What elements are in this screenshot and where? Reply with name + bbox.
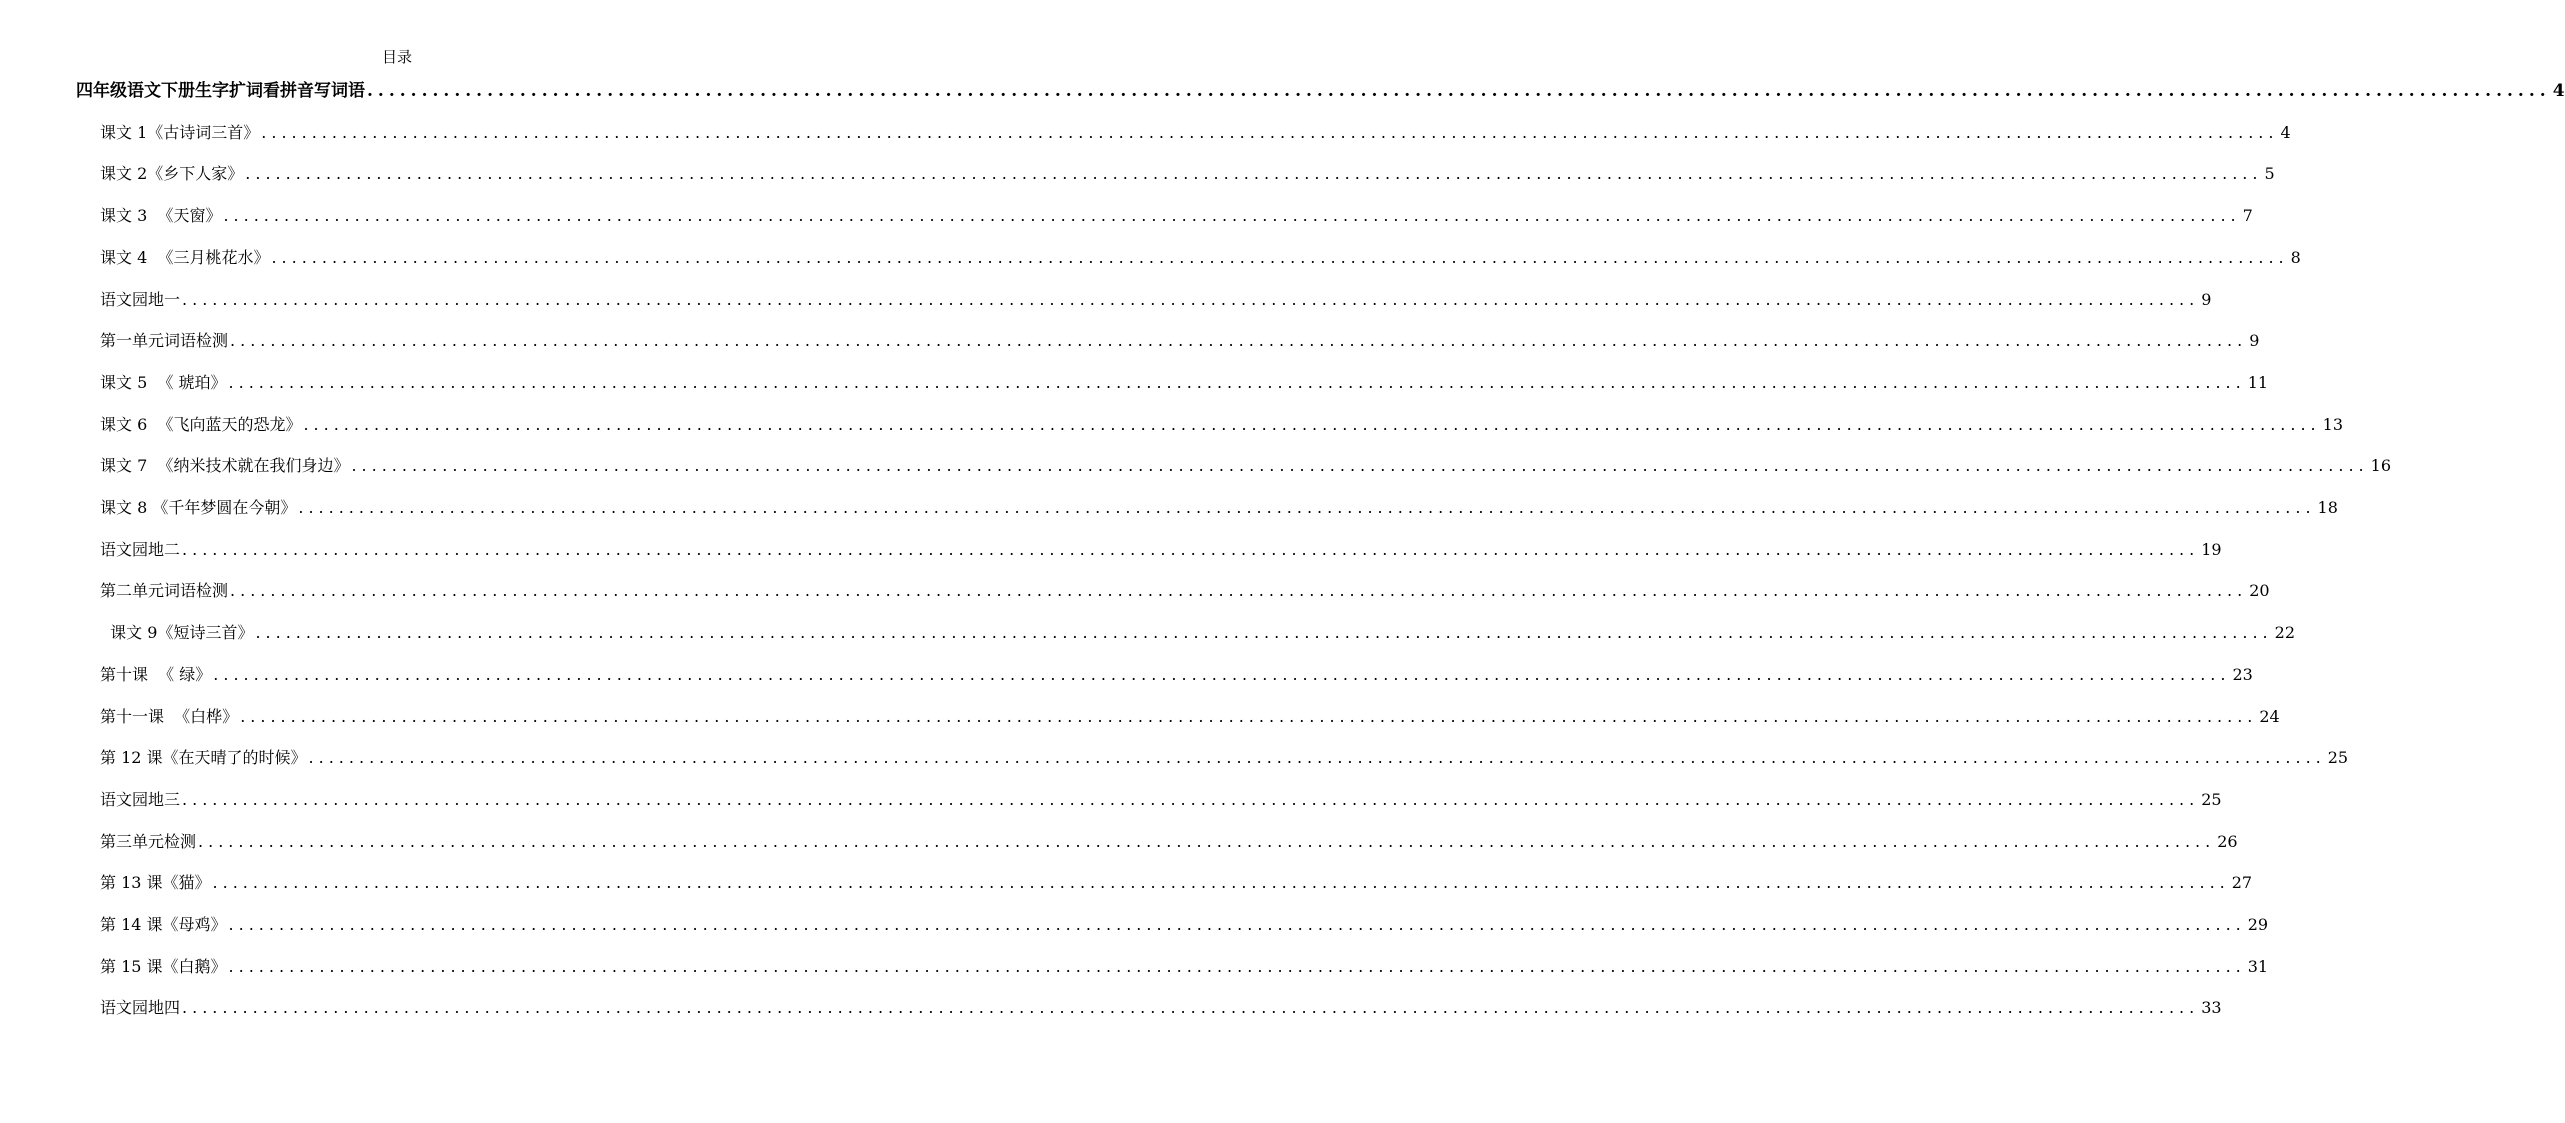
toc-entry[interactable] <box>100 326 2260 352</box>
toc-entry[interactable] <box>100 535 2222 561</box>
toc-entry-label: 语文园地四 <box>100 998 181 1017</box>
toc-entry-label: 四年级语文下册生字扩词看拼音写词语 <box>76 81 365 101</box>
toc-entry-label: 第一单元词语检测 <box>100 331 229 350</box>
toc-entry-label: 语文园地二 <box>100 540 181 559</box>
toc-entry[interactable] <box>100 118 2291 144</box>
toc-title: 目录 <box>381 48 412 66</box>
toc-entry[interactable] <box>100 785 2222 811</box>
toc-dot-leader: ........................................................................................................................................................................................................ <box>182 790 2200 809</box>
toc-dot-leader: ........................................................................................................................................................................................................ <box>367 81 2551 101</box>
toc-entry[interactable] <box>100 159 2275 185</box>
toc-entry-page-number: 31 <box>2247 957 2269 976</box>
toc-entry-label: 课文 8 《千年梦圆在今朝》 <box>100 498 297 517</box>
toc-entry-page-number: 11 <box>2247 373 2269 392</box>
toc-entry[interactable] <box>100 618 2295 644</box>
toc-entry[interactable] <box>100 576 2270 602</box>
toc-entry-label: 课文 4 《三月桃花水》 <box>100 248 270 267</box>
toc-entry-label: 第二单元词语检测 <box>100 581 229 600</box>
toc-entry-label: 第 15 课《白鹅》 <box>100 957 227 976</box>
toc-entry-page-number: 22 <box>2274 623 2295 642</box>
toc-entry-label: 语文园地三 <box>100 790 181 809</box>
toc-entry[interactable] <box>100 827 2238 853</box>
toc-entry[interactable] <box>76 76 2565 102</box>
toc-entry-page-number: 23 <box>2232 665 2253 684</box>
toc-entry-label: 课文 1《古诗词三首》 <box>100 123 260 142</box>
toc-entry-label: 课文 7 《纳米技术就在我们身边》 <box>100 456 350 475</box>
toc-entry-page-number: 33 <box>2201 998 2222 1017</box>
toc-entry[interactable] <box>100 702 2280 728</box>
toc-entry-label: 语文园地一 <box>100 290 181 309</box>
toc-dot-leader: ........................................................................................................................................................................................................ <box>303 415 2321 434</box>
toc-dot-leader: ........................................................................................................................................................................................................ <box>228 915 2246 934</box>
toc-entry[interactable] <box>100 493 2338 519</box>
toc-entry[interactable] <box>100 952 2269 978</box>
toc-entry-page-number: 29 <box>2247 915 2269 934</box>
toc-entry-page-number: 8 <box>2290 248 2301 267</box>
toc-entry[interactable] <box>100 201 2253 227</box>
toc-entry-page-number: 24 <box>2259 707 2280 726</box>
toc-dot-leader: ........................................................................................................................................................................................................ <box>351 456 2369 475</box>
toc-entry[interactable] <box>100 660 2253 686</box>
toc-entry[interactable] <box>100 368 2269 394</box>
toc-entry[interactable] <box>100 910 2269 936</box>
toc-entry[interactable] <box>100 743 2349 769</box>
toc-dot-leader: ........................................................................................................................................................................................................ <box>182 540 2200 559</box>
toc-entry-label: 课文 5 《 琥珀》 <box>100 373 227 392</box>
toc-entry-label: 第 14 课《母鸡》 <box>100 915 227 934</box>
toc-entry-label: 课文 3 《天窗》 <box>100 206 222 225</box>
toc-dot-leader: ........................................................................................................................................................................................................ <box>230 331 2248 350</box>
toc-entry-page-number: 25 <box>2327 748 2349 767</box>
toc-entry[interactable] <box>100 243 2301 269</box>
toc-dot-leader: ........................................................................................................................................................................................................ <box>198 832 2216 851</box>
toc-entry-page-number: 9 <box>2249 331 2260 350</box>
toc-entry[interactable] <box>100 993 2222 1019</box>
toc-entry-label: 第十一课 《白桦》 <box>100 707 239 726</box>
toc-dot-leader: ........................................................................................................................................................................................................ <box>255 623 2273 642</box>
toc-dot-leader: ........................................................................................................................................................................................................ <box>230 581 2248 600</box>
toc-entry[interactable] <box>100 451 2391 477</box>
toc-entry[interactable] <box>100 410 2343 436</box>
toc-entry-page-number: 4 <box>2552 81 2565 101</box>
toc-entry-label: 第 12 课《在天晴了的时候》 <box>100 748 307 767</box>
toc-dot-leader: ........................................................................................................................................................................................................ <box>261 123 2279 142</box>
toc-dot-leader: ........................................................................................................................................................................................................ <box>228 957 2246 976</box>
toc-dot-leader: ........................................................................................................................................................................................................ <box>298 498 2316 517</box>
toc-entry-label: 第十课 《 绿》 <box>100 665 212 684</box>
toc-entry-page-number: 18 <box>2317 498 2338 517</box>
toc-entry[interactable] <box>100 285 2212 311</box>
toc-entry-page-number: 25 <box>2201 790 2222 809</box>
toc-dot-leader: ........................................................................................................................................................................................................ <box>212 873 2230 892</box>
toc-entry-page-number: 16 <box>2370 456 2391 475</box>
toc-dot-leader: ........................................................................................................................................................................................................ <box>245 164 2263 183</box>
toc-entry-label: 第 13 课《猫》 <box>100 873 211 892</box>
toc-entry-page-number: 5 <box>2264 164 2275 183</box>
toc-dot-leader: ........................................................................................................................................................................................................ <box>228 373 2246 392</box>
toc-entry-label: 第三单元检测 <box>100 832 197 851</box>
toc-dot-leader: ........................................................................................................................................................................................................ <box>182 290 2200 309</box>
toc-entry-label: 课文 9《短诗三首》 <box>100 623 254 642</box>
toc-dot-leader: ........................................................................................................................................................................................................ <box>223 206 2241 225</box>
toc-dot-leader: ........................................................................................................................................................................................................ <box>182 998 2200 1017</box>
toc-entry-page-number: 20 <box>2249 581 2270 600</box>
toc-dot-leader: ........................................................................................................................................................................................................ <box>240 707 2258 726</box>
toc-entry-label: 课文 6 《飞向蓝天的恐龙》 <box>100 415 302 434</box>
toc-entry-page-number: 4 <box>2280 123 2291 142</box>
toc-dot-leader: ........................................................................................................................................................................................................ <box>308 748 2326 767</box>
toc-dot-leader: ........................................................................................................................................................................................................ <box>271 248 2289 267</box>
toc-dot-leader: ........................................................................................................................................................................................................ <box>213 665 2231 684</box>
toc-entry-page-number: 9 <box>2201 290 2212 309</box>
toc-entry-page-number: 19 <box>2201 540 2222 559</box>
toc-entry-label: 课文 2《乡下人家》 <box>100 164 244 183</box>
toc-entry-page-number: 7 <box>2242 206 2253 225</box>
toc-entry[interactable] <box>100 868 2253 894</box>
toc-entry-page-number: 27 <box>2231 873 2253 892</box>
toc-entry-page-number: 13 <box>2322 415 2343 434</box>
toc-entry-page-number: 26 <box>2217 832 2238 851</box>
